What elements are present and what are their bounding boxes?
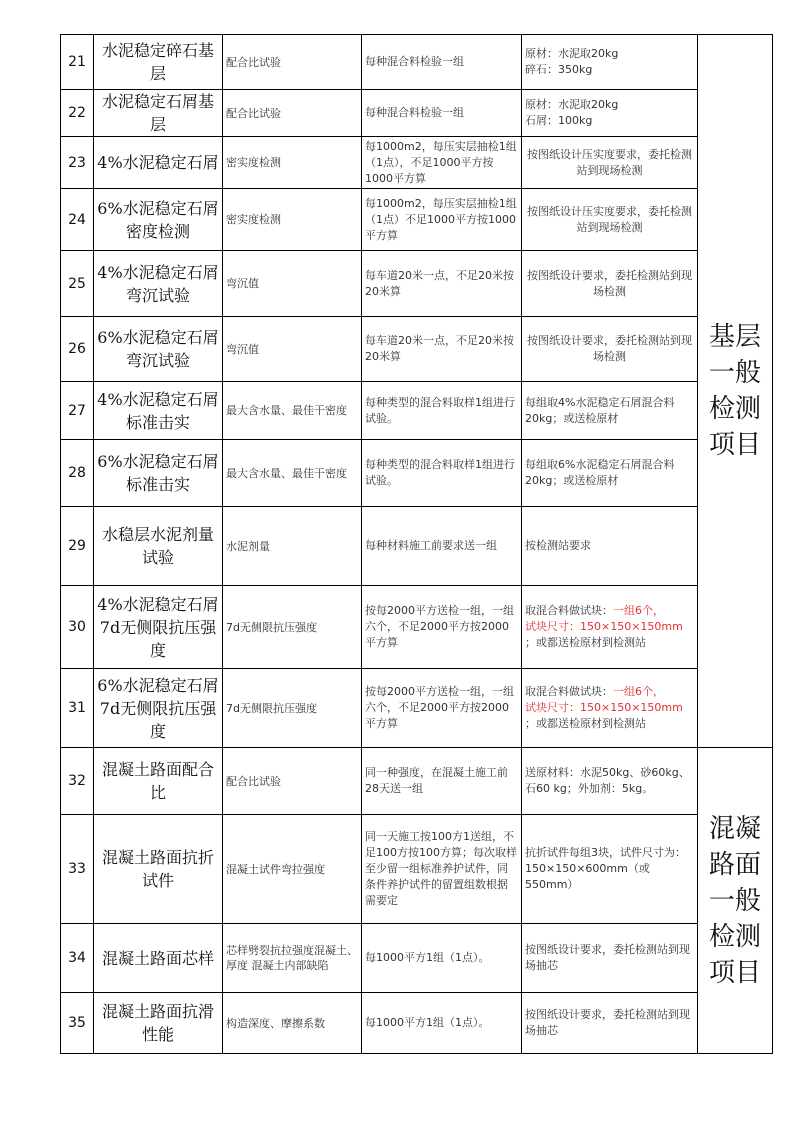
test-parameter: 密实度检测 — [223, 137, 362, 189]
sampling-frequency: 每1000平方1组（1点）。 — [362, 993, 522, 1054]
table-row — [61, 815, 773, 924]
row-number: 26 — [61, 317, 94, 382]
test-parameter: 最大含水量、最佳干密度 — [223, 440, 362, 507]
remarks-text: 取混合料做试块： — [525, 685, 613, 698]
row-number: 28 — [61, 440, 94, 507]
table-row — [61, 669, 773, 748]
item-name: 6%水泥稳定石屑弯沉试验 — [94, 317, 223, 382]
sampling-frequency: 同一天施工按100方1送组，不足100方按100方算；每次取样至少留一组标准养护试件，同条件养护试件的留置组数根据需要定 — [362, 815, 522, 924]
row-number: 27 — [61, 382, 94, 440]
remarks: 按图纸设计要求，委托检测站到现场抽芯 — [522, 924, 698, 993]
row-number: 25 — [61, 251, 94, 317]
row-number: 22 — [61, 90, 94, 137]
row-number: 33 — [61, 815, 94, 924]
table-row — [61, 748, 773, 815]
table-row — [61, 586, 773, 669]
inspection-table — [60, 34, 773, 1054]
remarks: 抗折试件每组3块，试件尺寸为：150×150×600mm（或550mm） — [522, 815, 698, 924]
test-parameter: 配合比试验 — [223, 90, 362, 137]
item-name: 4%水泥稳定石屑弯沉试验 — [94, 251, 223, 317]
item-name: 混凝土路面配合比 — [94, 748, 223, 815]
item-name: 6%水泥稳定石屑密度检测 — [94, 189, 223, 251]
remarks: 按检测站要求 — [522, 507, 698, 586]
item-name: 混凝土路面抗折试件 — [94, 815, 223, 924]
test-parameter: 混凝土试件弯拉强度 — [223, 815, 362, 924]
sampling-frequency: 每1000平方1组（1点）。 — [362, 924, 522, 993]
row-number: 31 — [61, 669, 94, 748]
sampling-frequency: 按每2000平方送检一组，一组六个，不足2000平方按2000平方算 — [362, 669, 522, 748]
table-row — [61, 137, 773, 189]
row-number: 35 — [61, 993, 94, 1054]
test-parameter: 最大含水量、最佳干密度 — [223, 382, 362, 440]
table-row — [61, 90, 773, 137]
item-name: 4%水泥稳定石屑标准击实 — [94, 382, 223, 440]
table-row — [61, 317, 773, 382]
row-number: 32 — [61, 748, 94, 815]
table-row — [61, 35, 773, 90]
remarks-highlight: 一组6个， — [613, 604, 664, 617]
remarks: 按图纸设计压实度要求，委托检测站到现场检测 — [522, 137, 698, 189]
sampling-frequency: 每种混合料检验一组 — [362, 35, 522, 90]
table-row — [61, 251, 773, 317]
test-parameter: 弯沉值 — [223, 317, 362, 382]
remarks: 送原材料：水泥50kg、砂60kg、石60 kg；外加剂：5kg。 — [522, 748, 698, 815]
table-row — [61, 924, 773, 993]
item-name: 4%水泥稳定石屑7d无侧限抗压强度 — [94, 586, 223, 669]
sampling-frequency: 按每2000平方送检一组，一组六个，不足2000平方按2000平方算 — [362, 586, 522, 669]
row-number: 29 — [61, 507, 94, 586]
remarks-highlight: 一组6个， — [613, 685, 664, 698]
item-name: 6%水泥稳定石屑7d无侧限抗压强度 — [94, 669, 223, 748]
remarks-line: 碎石：350kg — [525, 63, 593, 76]
table-row — [61, 382, 773, 440]
sampling-frequency: 同一种强度，在混凝土施工前28天送一组 — [362, 748, 522, 815]
remarks-text: 取混合料做试块： — [525, 604, 613, 617]
row-number: 34 — [61, 924, 94, 993]
row-number: 23 — [61, 137, 94, 189]
remarks-line — [525, 684, 694, 700]
remarks-highlight: 试块尺寸：150×150×150mm — [525, 701, 683, 714]
sampling-frequency: 每种类型的混合料取样1组进行试验。 — [362, 440, 522, 507]
row-number: 21 — [61, 35, 94, 90]
remarks-line: 原材：水泥取20kg — [525, 47, 619, 60]
table-row — [61, 189, 773, 251]
test-parameter: 构造深度、摩擦系数 — [223, 993, 362, 1054]
test-parameter: 配合比试验 — [223, 748, 362, 815]
remarks-line: 原材：水泥取20kg — [525, 98, 619, 111]
item-name: 混凝土路面抗滑性能 — [94, 993, 223, 1054]
test-parameter: 芯样劈裂抗拉强度混凝土、厚度 混凝土内部缺陷 — [223, 924, 362, 993]
sampling-frequency: 每1000m2，每压实层抽检1组（1点），不足1000平方按1000平方算 — [362, 137, 522, 189]
remarks — [522, 35, 698, 90]
remarks: 按图纸设计要求，委托检测站到现场抽芯 — [522, 993, 698, 1054]
remarks — [522, 669, 698, 748]
remarks-line: 石屑：100kg — [525, 114, 593, 127]
category-concrete: 混凝路面一般检测项目 — [698, 748, 773, 1054]
test-parameter: 7d无侧限抗压强度 — [223, 586, 362, 669]
sampling-frequency: 每车道20米一点，不足20米按20米算 — [362, 317, 522, 382]
sampling-frequency: 每种材料施工前要求送一组 — [362, 507, 522, 586]
remarks: 每组取4%水泥稳定石屑混合料20kg；或送检原材 — [522, 382, 698, 440]
item-name: 水泥稳定石屑基层 — [94, 90, 223, 137]
row-number: 30 — [61, 586, 94, 669]
test-parameter: 密实度检测 — [223, 189, 362, 251]
sampling-frequency: 每1000m2，每压实层抽检1组（1点）不足1000平方按1000平方算 — [362, 189, 522, 251]
item-name: 水泥稳定碎石基层 — [94, 35, 223, 90]
remarks — [522, 586, 698, 669]
remarks: 按图纸设计压实度要求，委托检测站到现场检测 — [522, 189, 698, 251]
table-row — [61, 507, 773, 586]
test-parameter: 7d无侧限抗压强度 — [223, 669, 362, 748]
remarks-line: ；或都送检原材到检测站 — [525, 636, 646, 649]
item-name: 混凝土路面芯样 — [94, 924, 223, 993]
remarks-line: ；或都送检原材到检测站 — [525, 717, 646, 730]
remarks: 每组取6%水泥稳定石屑混合料20kg；或送检原材 — [522, 440, 698, 507]
remarks: 按图纸设计要求，委托检测站到现场检测 — [522, 317, 698, 382]
test-parameter: 水泥剂量 — [223, 507, 362, 586]
remarks: 按图纸设计要求，委托检测站到现场检测 — [522, 251, 698, 317]
table-row — [61, 993, 773, 1054]
item-name: 4%水泥稳定石屑 — [94, 137, 223, 189]
item-name: 6%水泥稳定石屑标准击实 — [94, 440, 223, 507]
remarks — [522, 90, 698, 137]
item-name: 水稳层水泥剂量试验 — [94, 507, 223, 586]
category-base: 基层一般检测项目 — [698, 35, 773, 748]
table-row — [61, 440, 773, 507]
remarks-line — [525, 603, 694, 619]
row-number: 24 — [61, 189, 94, 251]
remarks-highlight: 试块尺寸：150×150×150mm — [525, 620, 683, 633]
test-parameter: 弯沉值 — [223, 251, 362, 317]
sampling-frequency: 每车道20米一点，不足20米按20米算 — [362, 251, 522, 317]
test-parameter: 配合比试验 — [223, 35, 362, 90]
sampling-frequency: 每种混合料检验一组 — [362, 90, 522, 137]
sampling-frequency: 每种类型的混合料取样1组进行试验。 — [362, 382, 522, 440]
